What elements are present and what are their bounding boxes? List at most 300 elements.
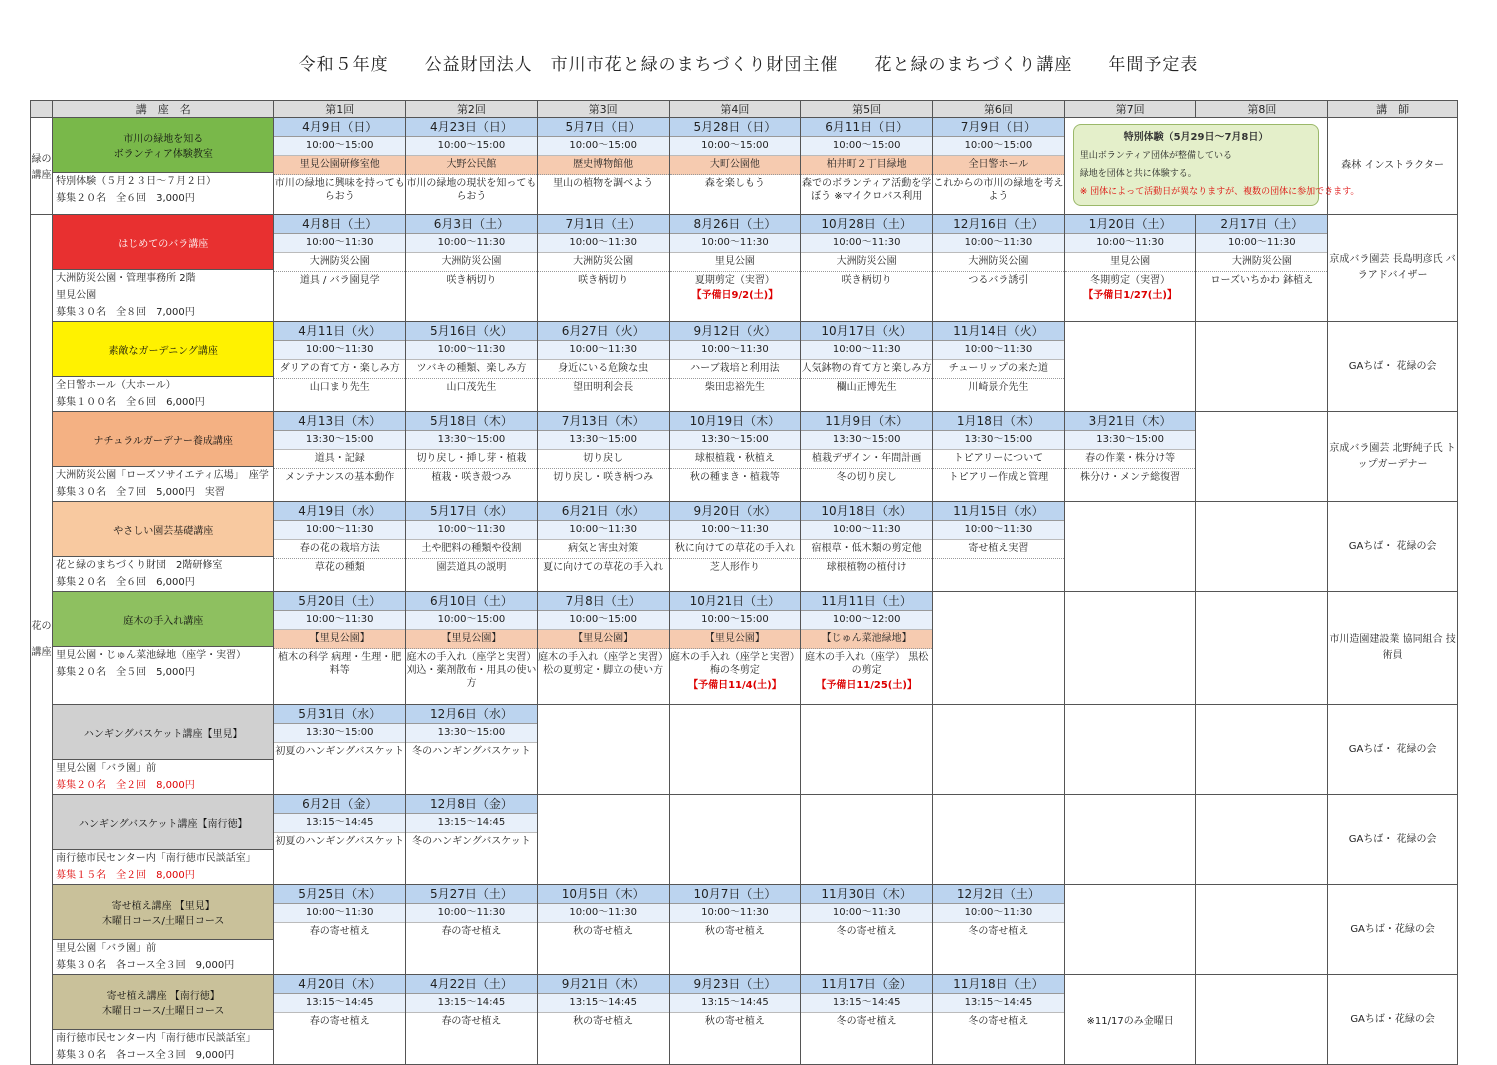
session-topic: 市川の緑地の現状を知ってもらおう [406, 178, 537, 202]
session-time: 13:15～14:45 [406, 814, 537, 833]
course-row [31, 322, 1458, 377]
session-time: 10:00～15:00 [933, 137, 1064, 156]
session-topic: 秋の寄せ植え [704, 926, 765, 937]
session-cell-round-6 [933, 592, 1065, 705]
session-cell-round-1 [274, 215, 406, 322]
session-cell-round-4 [669, 705, 801, 795]
session-topic: 園芸道具の説明 [436, 562, 507, 573]
session-date: 6月10日（土） [406, 592, 537, 611]
course-info-line: 募集２０名 全６回 6,000円 [56, 577, 195, 588]
session-cell-round-3 [537, 975, 669, 1065]
session-date: 12月8日（金） [406, 795, 537, 814]
session-cell-round-3 [537, 705, 669, 795]
header-round-5: 第5回 [801, 101, 933, 118]
session-backup-date: 【予備日11/4(土)】 [688, 680, 782, 691]
session-venue: 歴史博物館他 [538, 156, 669, 175]
session-venue: ハーブ栽培と利用法 [670, 360, 801, 379]
session-cell-round-6 [933, 705, 1065, 795]
course-info-line: 募集２０名 全５回 5,000円 [56, 667, 195, 678]
course-name-line1: 市川の緑地を知る [123, 134, 204, 145]
session-time: 10:00～11:30 [1196, 234, 1327, 253]
session-cell-round-2 [406, 705, 538, 795]
course-name-line1: やさしい園芸基礎講座 [113, 525, 214, 537]
session-time: 13:15～14:45 [670, 994, 801, 1013]
course-row [31, 412, 1458, 467]
course-info-line: 募集３０名 各コース全３回 9,000円 [56, 1050, 235, 1061]
course-row [31, 118, 1458, 173]
course-row [31, 592, 1458, 647]
session-time: 13:30～15:00 [274, 724, 405, 743]
session-time: 10:00～11:30 [406, 521, 537, 540]
course-info-line: 大洲防災公園「ローズソサイエティ広場」 座学 [56, 470, 269, 481]
course-info [53, 940, 274, 975]
course-info [53, 467, 274, 502]
session-cell-round-4 [669, 795, 801, 885]
session-cell-round-5 [801, 795, 933, 885]
course-row [31, 215, 1458, 270]
course-info [53, 1030, 274, 1065]
session-cell-round-2 [406, 502, 538, 592]
session-cell-round-7 [1064, 412, 1196, 502]
session-date: 10月5日（木） [538, 885, 669, 904]
session-cell-round-4 [669, 502, 801, 592]
lecturer-cell: GAちば・ 花緑の会 [1328, 705, 1458, 795]
session-venue: 球根植栽・秋植え [670, 450, 801, 469]
course-info [53, 647, 274, 705]
session-cell-round-5 [801, 885, 933, 975]
session-date: 10月7日（土） [670, 885, 801, 904]
special-line2: 緑地を団体と共に体験する。 [1079, 169, 1197, 179]
special-line1: 里山ボランティア団体が整備している [1079, 151, 1233, 161]
session-time: 13:30～15:00 [801, 431, 932, 450]
session-time: 13:15～14:45 [933, 994, 1064, 1013]
session-time: 10:00～11:30 [274, 341, 405, 360]
session-cell-round-6 [933, 975, 1065, 1065]
session-cell-round-8 [1196, 795, 1328, 885]
session-date: 9月21日（木） [538, 975, 669, 994]
course-name [53, 795, 274, 850]
lecturer-cell: GAちば・花緑の会 [1328, 885, 1458, 975]
course-name [53, 705, 274, 760]
session-topic: 春の寄せ植え [441, 1016, 502, 1027]
schedule-table [30, 100, 1458, 1065]
session-date: 11月11日（土） [801, 592, 932, 611]
session-cell-round-1 [274, 322, 406, 412]
session-date: 6月3日（土） [406, 215, 537, 234]
session-time: 10:00～11:30 [670, 521, 801, 540]
session-time: 10:00～11:30 [933, 904, 1064, 923]
session-date: 6月27日（火） [538, 322, 669, 341]
session-venue: チューリップの来た道 [933, 360, 1064, 379]
side-label-green: 緑の講座 [31, 118, 53, 215]
session-venue: ツバキの種類、楽しみ方 [406, 360, 537, 379]
session-cell-round-1 [274, 975, 406, 1065]
special-title: 特別体験（5月29日～7月8日） [1123, 132, 1269, 143]
session-venue: 大洲防災公園 [274, 253, 405, 272]
course-name-line1: 庭木の手入れ講座 [123, 615, 204, 627]
session-date: 4月22日（土） [406, 975, 537, 994]
session-topic: 道具 / バラ園見学 [299, 275, 380, 286]
session-cell-round-8 [1196, 412, 1328, 502]
course-name-line1: 寄せ植え講座 【里見】 [111, 901, 215, 912]
session-venue: 大野公民館 [406, 156, 537, 175]
course-name-line2: 木曜日コース/土曜日コース [102, 1006, 225, 1017]
session-date: 5月28日（日） [670, 118, 801, 137]
session-backup-date: 【予備日1/27(土)】 [1083, 290, 1177, 301]
course-info-line: 里見公園「バラ園」前 [56, 943, 157, 954]
course-info [53, 557, 274, 592]
header-round-6: 第6回 [933, 101, 1065, 118]
session-venue: 土や肥料の種類や役割 [406, 540, 537, 559]
course-info-line: 募集３０名 各コース全３回 9,000円 [56, 960, 235, 971]
session-date: 12月16日（土） [933, 215, 1064, 234]
session-cell-round-5 [801, 502, 933, 592]
session-topic: 望田明利会長 [573, 382, 634, 393]
session-topic: 夏期剪定（実習） [694, 275, 775, 286]
session-cell-round-4 [669, 592, 801, 705]
session-venue: 秋に向けての草花の手入れ [670, 540, 801, 559]
session-topic: 山口まり先生 [309, 382, 370, 393]
session-time: 10:00～11:30 [406, 234, 537, 253]
session-cell-round-2 [406, 975, 538, 1065]
session-topic: 夏に向けての草花の手入れ [543, 562, 664, 573]
session-time: 10:00～11:30 [801, 521, 932, 540]
course-info-line: 募集２０名 全６回 3,000円 [56, 193, 195, 204]
session-date: 12月6日（水） [406, 705, 537, 724]
course-info-line: 募集３０名 全７回 5,000円 実習 [56, 487, 225, 498]
session-cell-round-5 [801, 975, 933, 1065]
session-topic: 森を楽しもう [704, 178, 765, 189]
session-topic: 秋の寄せ植え [573, 926, 634, 937]
session-cell-round-6 [933, 118, 1065, 215]
session-topic: 欄山正博先生 [836, 382, 897, 393]
session-date: 5月31日（水） [274, 705, 405, 724]
session-venue: 里見公園研修室他 [274, 156, 405, 175]
course-name-line1: 寄せ植え講座 【南行徳】 [106, 991, 220, 1002]
session-date: 10月18日（水） [801, 502, 932, 521]
session-time: 13:30～15:00 [538, 431, 669, 450]
session-cell-round-4 [669, 215, 801, 322]
session-cell-round-6 [933, 502, 1065, 592]
session-date: 9月23日（土） [670, 975, 801, 994]
session-date: 6月2日（金） [274, 795, 405, 814]
course-info-line: 募集１５名 全２回 8,000円 [56, 870, 195, 881]
session-topic: 植木の科学 病理・生理・肥料等 [278, 652, 402, 676]
session-cell-round-3 [537, 592, 669, 705]
session-venue: 大洲防災公園 [538, 253, 669, 272]
session-time: 10:00～11:30 [933, 341, 1064, 360]
session-cell-round-8 [1196, 215, 1328, 322]
session-date: 6月11日（日） [801, 118, 932, 137]
course-name [53, 118, 274, 173]
session-topic: 初夏のハンギングバスケット [275, 746, 405, 757]
session-cell-round-1 [274, 502, 406, 592]
session-date: 5月17日（水） [406, 502, 537, 521]
session-topic: 球根植物の植付け [826, 562, 907, 573]
session-cell-round-5 [801, 215, 933, 322]
session-time: 10:00～11:30 [670, 341, 801, 360]
session-venue: 【里見公園】 [274, 630, 405, 649]
session-time: 10:00～15:00 [406, 137, 537, 156]
session-time: 10:00～15:00 [538, 137, 669, 156]
course-name-line1: ナチュラルガーデナー養成講座 [93, 435, 233, 447]
session-cell-round-1 [274, 795, 406, 885]
session-time: 10:00～11:30 [274, 904, 405, 923]
session-time: 10:00～11:30 [538, 904, 669, 923]
session-topic: 咲き柄切り [578, 275, 629, 286]
session-date: 11月14日（火） [933, 322, 1064, 341]
course-row [31, 975, 1458, 1030]
course-name-line1: ハンギングバスケット講座【里見】 [83, 728, 243, 740]
session-venue: 里見公園 [670, 253, 801, 272]
course-row [31, 885, 1458, 940]
lecturer-cell: 森林 インストラクター [1328, 118, 1458, 215]
course-info-line: 里見公園「バラ園」前 [56, 763, 157, 774]
course-name-line2: ボランティア体験教室 [113, 149, 213, 160]
session-cell-round-5 [801, 705, 933, 795]
session-date: 7月13日（木） [538, 412, 669, 431]
session-date: 1月20日（土） [1065, 215, 1196, 234]
course-name-line1: はじめてのバラ講座 [118, 238, 209, 250]
session-venue: 道具・記録 [274, 450, 405, 469]
session-venue: 大洲防災公園 [1196, 253, 1327, 272]
header-round-7: 第7回 [1064, 101, 1196, 118]
session-cell-round-7 [1064, 322, 1196, 412]
session-cell-round-4 [669, 975, 801, 1065]
session-cell-round-1 [274, 705, 406, 795]
lecturer-cell: GAちば・ 花緑の会 [1328, 322, 1458, 412]
session-venue: 【じゅん菜池緑地】 [801, 630, 932, 649]
session-cell-round-1 [274, 412, 406, 502]
course-info-line: 花と緑のまちづくり財団 2階研修室 [56, 560, 223, 571]
lecturer-cell: 京成バラ園芸 長島明彦氏 バラアドバイザー [1328, 215, 1458, 322]
page-title: 令和５年度 公益財団法人 市川市花と緑のまちづくり財団主催 花と緑のまちづくり講座 年間予定表 [298, 55, 1199, 75]
session-time: 13:15～14:45 [538, 994, 669, 1013]
session-date: 11月9日（木） [801, 412, 932, 431]
session-cell-round-3 [537, 795, 669, 885]
session-topic: 庭木の手入れ（座学と実習） 梅の冬剪定 [669, 652, 800, 676]
header-round-8: 第8回 [1196, 101, 1328, 118]
session-topic: 冬の寄せ植え [836, 1016, 897, 1027]
session-time: 10:00～11:30 [538, 234, 669, 253]
session-cell-round-3 [537, 322, 669, 412]
session-cell-round-2 [406, 592, 538, 705]
session-time: 10:00～15:00 [538, 611, 669, 630]
session-date: 5月20日（土） [274, 592, 405, 611]
session-venue: 切り戻し・挿し芽・植栽 [406, 450, 537, 469]
lecturer-cell: GAちば・ 花緑の会 [1328, 502, 1458, 592]
course-info-line: 南行徳市民センター内「南行徳市民談話室」 [56, 1033, 256, 1044]
session-time: 10:00～11:30 [406, 341, 537, 360]
session-date: 11月15日（水） [933, 502, 1064, 521]
header-round-1: 第1回 [274, 101, 406, 118]
session-date: 7月1日（土） [538, 215, 669, 234]
session-venue: 大洲防災公園 [406, 253, 537, 272]
course-info-line: 募集２０名 全２回 8,000円 [56, 780, 195, 791]
session-topic: メンテナンスの基本動作 [285, 472, 395, 483]
session-topic: 冬の寄せ植え [968, 926, 1029, 937]
session-time: 13:15～14:45 [274, 814, 405, 833]
session-time: 10:00～11:30 [670, 904, 801, 923]
session-time: 10:00～11:30 [801, 234, 932, 253]
session-cell-round-8 [1196, 502, 1328, 592]
lecturer-cell: GAちば・ 花緑の会 [1328, 795, 1458, 885]
session-date: 7月9日（日） [933, 118, 1064, 137]
session-time: 13:15～14:45 [406, 994, 537, 1013]
session-topic: 柴田忠裕先生 [704, 382, 765, 393]
session-date: 1月18日（木） [933, 412, 1064, 431]
course-name [53, 215, 274, 270]
session-venue: 身近にいる危険な虫 [538, 360, 669, 379]
course-name-line2: 木曜日コース/土曜日コース [102, 916, 225, 927]
session-date: 5月16日（火） [406, 322, 537, 341]
session-time: 10:00～11:30 [538, 521, 669, 540]
session-cell-round-1 [274, 118, 406, 215]
course-name [53, 592, 274, 647]
session-venue: 大洲防災公園 [933, 253, 1064, 272]
session-date: 4月11日（火） [274, 322, 405, 341]
session-venue: ダリアの育て方・楽しみ方 [274, 360, 405, 379]
session-topic: 秋の寄せ植え [573, 1016, 634, 1027]
session-date: 4月23日（日） [406, 118, 537, 137]
course-name-line1: 素敵なガーデニング講座 [108, 345, 218, 357]
session-date: 6月21日（水） [538, 502, 669, 521]
session-cell-round-3 [537, 502, 669, 592]
session-topic: 庭木の手入れ（座学と実習） 松の夏剪定・脚立の使い方 [538, 652, 669, 676]
header-round-2: 第2回 [406, 101, 538, 118]
session-venue: 春の花の栽培方法 [274, 540, 405, 559]
session-date: 4月9日（日） [274, 118, 405, 137]
session-cell-round-2 [406, 322, 538, 412]
special-experience-box [1073, 124, 1360, 206]
session-date: 10月17日（火） [801, 322, 932, 341]
course-info-line: 募集３０名 全８回 7,000円 [56, 307, 195, 318]
session-cell-round-4 [669, 322, 801, 412]
session-topic: 山口茂先生 [446, 382, 497, 393]
course-info [53, 173, 274, 215]
session-cell-round-5 [801, 412, 933, 502]
session-time: 10:00～15:00 [406, 611, 537, 630]
session-backup-date: 【予備日9/2(土)】 [691, 290, 779, 301]
session-cell-round-2 [406, 795, 538, 885]
session-time: 10:00～11:30 [801, 904, 932, 923]
session-topic: 冬の切り戻し [836, 472, 897, 483]
course-info [53, 270, 274, 322]
session-time: 13:30～15:00 [1065, 431, 1196, 450]
session-topic: 庭木の手入れ（座学） 黒松の剪定 [805, 652, 929, 676]
session-date: 10月28日（土） [801, 215, 932, 234]
session-topic: 冬期剪定（実習） [1090, 275, 1171, 286]
session-topic: 株分け・メンテ総復習 [1080, 472, 1181, 483]
session-time: 13:15～14:45 [801, 994, 932, 1013]
session-time: 10:00～11:30 [933, 234, 1064, 253]
session-topic: 咲き柄切り [446, 275, 497, 286]
session-cell-round-7 [1064, 502, 1196, 592]
session-topic: 川崎景介先生 [968, 382, 1029, 393]
session-cell-round-6 [933, 412, 1065, 502]
course-info [53, 850, 274, 885]
session-time: 13:30～15:00 [933, 431, 1064, 450]
session-cell-round-7 [1064, 975, 1196, 1065]
session-topic: 咲き柄切り [841, 275, 892, 286]
session-topic: トピアリー作成と管理 [948, 472, 1049, 483]
course-name-line1: ハンギングバスケット講座【南行徳】 [78, 818, 248, 830]
session-cell-round-1 [274, 592, 406, 705]
session-cell-round-6 [933, 215, 1065, 322]
session-date: 5月27日（土） [406, 885, 537, 904]
session-topic: 春の寄せ植え [441, 926, 502, 937]
session-venue: 病気と害虫対策 [538, 540, 669, 559]
lecturer-cell: 京成バラ園芸 北野純子氏 トップガーデナー [1328, 412, 1458, 502]
session-time: 10:00～11:30 [538, 341, 669, 360]
session-time: 10:00～11:30 [274, 234, 405, 253]
session-date: 11月17日（金） [801, 975, 932, 994]
session-topic: 秋の種まき・植栽等 [689, 472, 780, 483]
session-cell-round-5 [801, 322, 933, 412]
session-date: 4月13日（木） [274, 412, 405, 431]
session-venue: 柏井町２丁目緑地 [801, 156, 932, 175]
session-time: 10:00～12:00 [801, 611, 932, 630]
session-topic: つるバラ誘引 [968, 275, 1029, 286]
session-time: 13:30～15:00 [670, 431, 801, 450]
session-time: 13:30～15:00 [406, 724, 537, 743]
session-cell-round-4 [669, 885, 801, 975]
course-info-line: 募集１００名 全６回 6,000円 [56, 397, 205, 408]
course-row [31, 502, 1458, 557]
session-time: 10:00～15:00 [670, 137, 801, 156]
session-venue: 大町公園他 [670, 156, 801, 175]
session-topic: 冬のハンギングバスケット [412, 836, 531, 847]
session-venue: 人気鉢物の育て方と楽しみ方 [801, 360, 932, 379]
session-cell-round-8 [1196, 322, 1328, 412]
session-venue: 切り戻し [538, 450, 669, 469]
session-date: 11月30日（木） [801, 885, 932, 904]
session-cell-round-3 [537, 215, 669, 322]
header-course: 講 座 名 [53, 101, 274, 118]
course-row [31, 705, 1458, 760]
session-cell-round-8 [1196, 705, 1328, 795]
header-round-3: 第3回 [537, 101, 669, 118]
session-date: 9月20日（水） [670, 502, 801, 521]
session-topic: 初夏のハンギングバスケット [275, 836, 405, 847]
course-row [31, 795, 1458, 850]
session-date: 11月18日（土） [933, 975, 1064, 994]
lecturer-cell: GAちば・花緑の会 [1328, 975, 1458, 1065]
session-cell-round-7 [1064, 795, 1196, 885]
session-time: 10:00～11:30 [933, 521, 1064, 540]
header-lecturer: 講 師 [1328, 101, 1458, 118]
session-cell-round-2 [406, 118, 538, 215]
session-venue: 宿根草・低木類の剪定他 [801, 540, 932, 559]
session-backup-date: 【予備日11/25(土)】 [816, 680, 917, 691]
session-cell-round-6 [933, 322, 1065, 412]
side-label-flower: 花の講座 [31, 215, 53, 1065]
session-date: 5月18日（木） [406, 412, 537, 431]
session-time: 10:00～11:30 [406, 904, 537, 923]
session-cell-round-7 [1064, 118, 1360, 215]
session-topic: 冬のハンギングバスケット [412, 746, 531, 757]
session-cell-round-7 [1064, 592, 1196, 705]
session-cell-round-7 [1064, 885, 1196, 975]
session-date: 10月21日（土） [670, 592, 801, 611]
session-cell-round-3 [537, 885, 669, 975]
session-cell-round-4 [669, 118, 801, 215]
session-date: 4月8日（土） [274, 215, 405, 234]
course-name [53, 885, 274, 940]
course-info-line: 大洲防災公園・管理事務所 2階 [56, 273, 196, 284]
session-topic: 冬の寄せ植え [836, 926, 897, 937]
session-topic: 冬の寄せ植え [968, 1016, 1029, 1027]
